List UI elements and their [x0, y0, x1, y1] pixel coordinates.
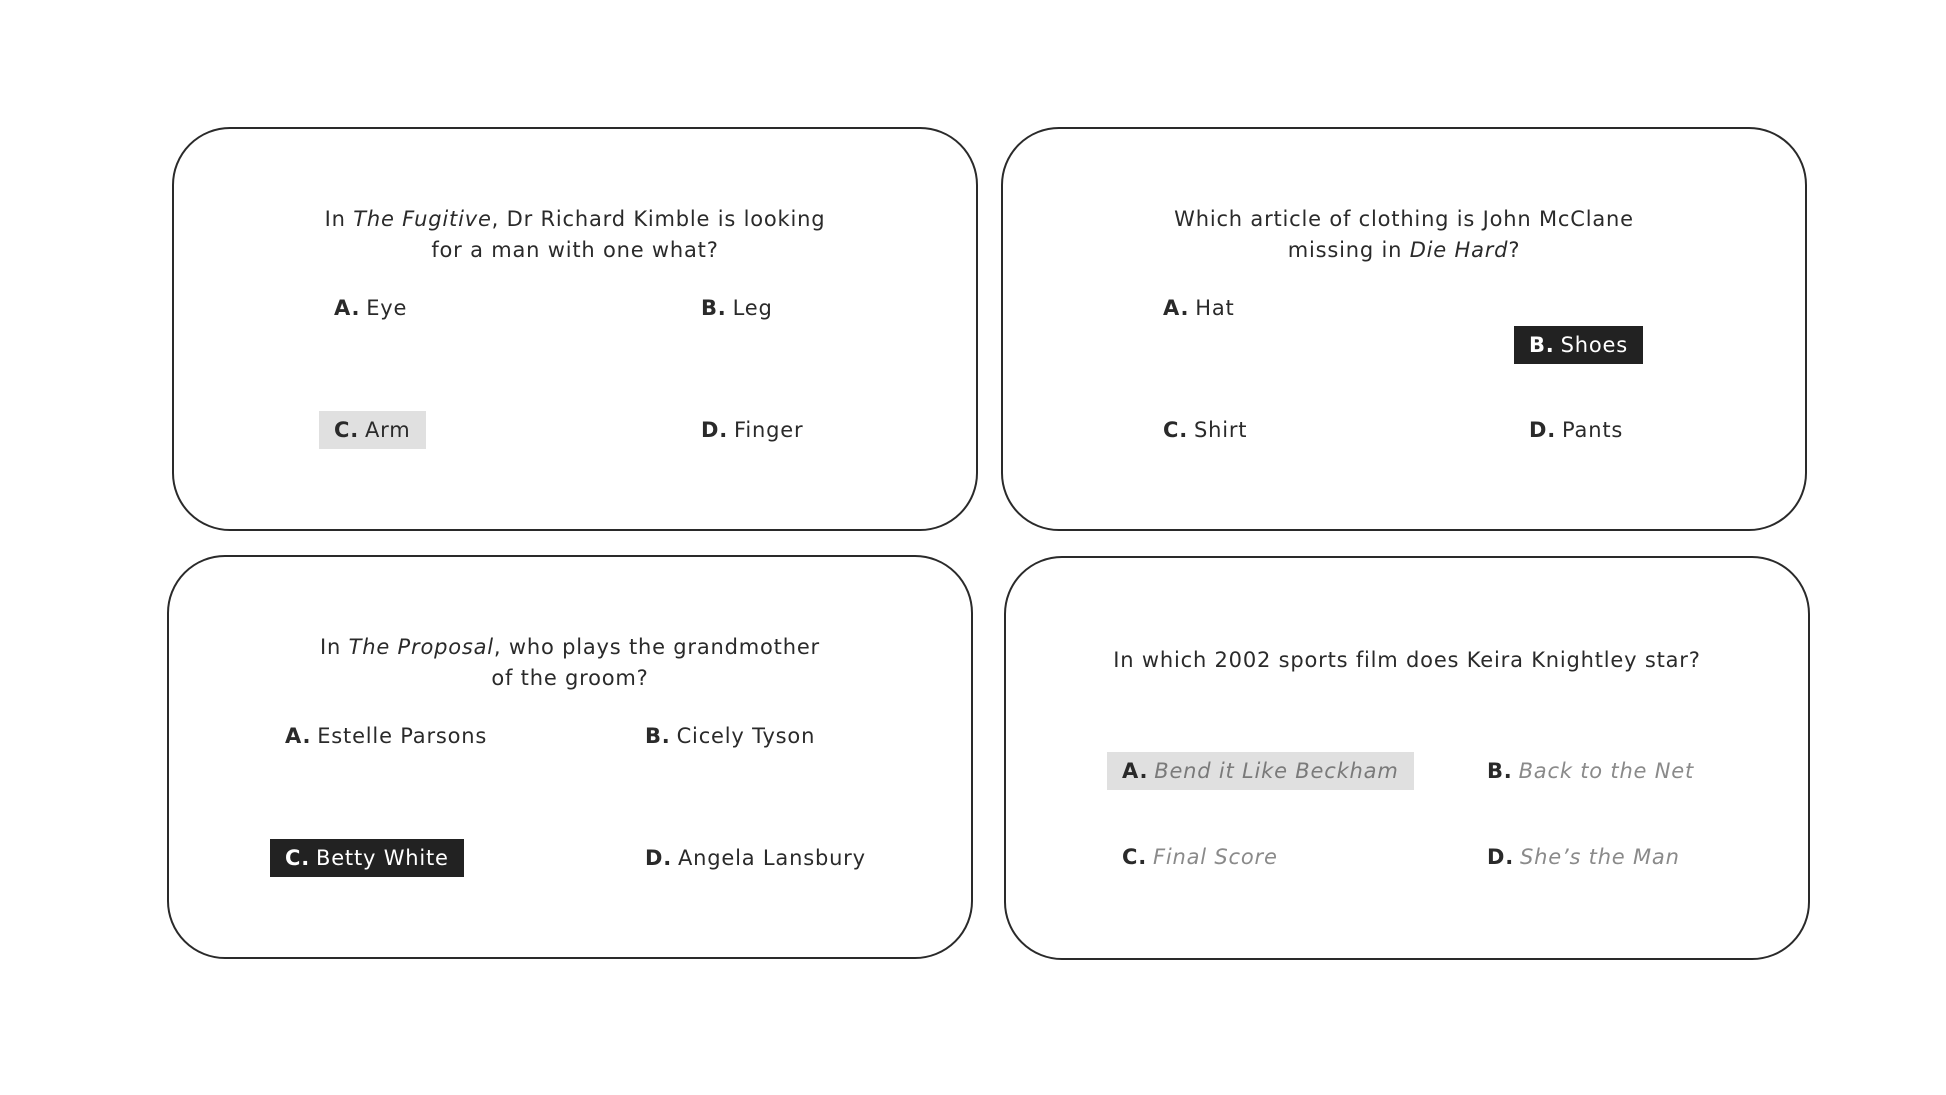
- option-text: Hat: [1195, 296, 1235, 320]
- option-a-highlighted[interactable]: [1107, 752, 1414, 790]
- film-title: The Fugitive: [353, 207, 492, 231]
- question-text: [174, 204, 976, 266]
- option-letter: D.: [645, 846, 673, 870]
- question-text-part: In: [320, 635, 349, 659]
- option-letter: B.: [1487, 759, 1513, 783]
- option-d[interactable]: [1514, 411, 1638, 449]
- option-letter: C.: [285, 846, 310, 870]
- film-title: The Proposal: [348, 635, 494, 659]
- quiz-card-keira-knightley: [1004, 556, 1810, 960]
- question-text-part: missing in: [1287, 238, 1410, 262]
- option-a[interactable]: [319, 289, 422, 327]
- option-c[interactable]: [1107, 838, 1293, 876]
- question-text-part: ?: [1508, 238, 1521, 262]
- option-letter: B.: [645, 724, 671, 748]
- option-text: Leg: [732, 296, 773, 320]
- option-text: Shoes: [1560, 333, 1628, 357]
- option-letter: B.: [1529, 333, 1555, 357]
- option-text: Betty White: [316, 846, 449, 870]
- option-text: Shirt: [1194, 418, 1248, 442]
- option-letter: A.: [334, 296, 361, 320]
- option-b-highlighted[interactable]: [1514, 326, 1643, 364]
- option-b[interactable]: [686, 289, 788, 327]
- question-text: [169, 632, 971, 694]
- option-letter: A.: [285, 724, 312, 748]
- option-a[interactable]: [1148, 289, 1250, 327]
- option-text: Pants: [1562, 418, 1624, 442]
- option-letter: C.: [1122, 845, 1147, 869]
- option-c-highlighted[interactable]: [319, 411, 426, 449]
- question-text-part: , who plays the grandmother: [493, 635, 820, 659]
- option-text: Cicely Tyson: [676, 724, 816, 748]
- option-letter: D.: [1529, 418, 1557, 442]
- option-letter: D.: [1487, 845, 1515, 869]
- question-text-part: of the groom?: [491, 666, 649, 690]
- question-text-part: , Dr Richard Kimble is looking: [491, 207, 826, 231]
- option-text: Angela Lansbury: [678, 846, 866, 870]
- option-text: She’s the Man: [1520, 845, 1680, 869]
- option-text: Estelle Parsons: [317, 724, 488, 748]
- option-text: Final Score: [1153, 845, 1278, 869]
- question-text-part: In which 2002 sports film does Keira Knightley star?: [1113, 648, 1701, 672]
- option-b[interactable]: [1472, 752, 1709, 790]
- option-text: Bend it Like Beckham: [1154, 759, 1399, 783]
- question-text-part: In: [324, 207, 354, 231]
- question-text-part: for a man with one what?: [431, 238, 719, 262]
- option-d[interactable]: [686, 411, 818, 449]
- option-text: Finger: [734, 418, 804, 442]
- option-letter: D.: [701, 418, 729, 442]
- option-letter: C.: [334, 418, 359, 442]
- question-text-part: Which article of clothing is John McClane: [1174, 207, 1634, 231]
- option-letter: C.: [1163, 418, 1188, 442]
- quiz-card-proposal: [167, 555, 973, 959]
- option-text: Eye: [366, 296, 408, 320]
- option-c-highlighted[interactable]: [270, 839, 464, 877]
- film-title: Die Hard: [1409, 238, 1509, 262]
- option-text: Back to the Net: [1518, 759, 1695, 783]
- option-b[interactable]: [630, 717, 830, 755]
- question-text: [1006, 645, 1808, 676]
- option-text: Arm: [365, 418, 411, 442]
- option-d[interactable]: [1472, 838, 1695, 876]
- option-d[interactable]: [630, 839, 881, 877]
- option-letter: A.: [1163, 296, 1190, 320]
- option-letter: B.: [701, 296, 727, 320]
- option-a[interactable]: [270, 717, 502, 755]
- quiz-card-fugitive: [172, 127, 978, 531]
- question-text: [1003, 204, 1805, 266]
- option-c[interactable]: [1148, 411, 1262, 449]
- option-letter: A.: [1122, 759, 1149, 783]
- quiz-card-die-hard: [1001, 127, 1807, 531]
